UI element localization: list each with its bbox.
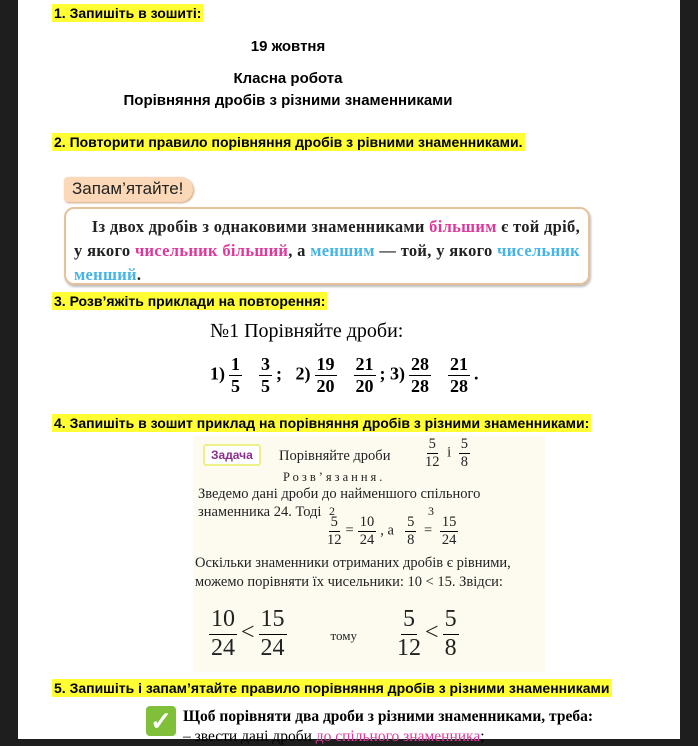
item-1: 1. Запишіть в зошиті: [54, 5, 202, 21]
document-page [18, 0, 680, 745]
rule-text: Із двох дробів з однаковими знаменниками більшим є той дріб, у якого чисельник більший, а меншим — той, у якого чисельник менший. [74, 217, 580, 284]
rule-box [64, 207, 590, 285]
task-image [193, 436, 545, 672]
task-fractions: $\frac{5}{12}$ і $\frac{5}{8}$ [425, 436, 469, 470]
item-5: 5. Запишіть і запам’ятайте правило порівняння дробів з різними знаменниками [54, 680, 610, 696]
checkmark-icon: ✓ [146, 706, 176, 736]
remember-tag: Запам’ятайте! [64, 177, 193, 202]
multiplier-2: 2 [329, 504, 335, 518]
item-4: 4. Запишіть в зошит приклад на порівняння дробів з різними знаменниками: [54, 415, 590, 431]
comparison-result: $\frac{10}{24}$ < $\frac{15}{24}$ тому $\frac{5}{12}$ < $\frac{5}{8}$ [211, 606, 457, 661]
task-badge: Задача [203, 444, 261, 466]
multiplier-3: 3 [428, 504, 434, 518]
date: 19 жовтня [250, 38, 326, 55]
rule2-line-1: Щоб порівняти два дроби з різними знаменниками, треба: [183, 708, 593, 725]
exercise-fractions: 1) $\frac{1}{5}$ $\frac{3}{5}$ ; 2) $\frac{19}{20}$ $\frac{21}{20}$ ; 3) $\frac{28}{28}$ $\frac{21}{28}$ . [210, 354, 479, 396]
item-2: 2. Повторити правило порівняння дробів з рівними знаменниками. [54, 134, 523, 150]
class-work: Класна робота [233, 70, 343, 87]
rule2-line-2: – звести дані дроби до спільного знаменника; [183, 728, 485, 745]
solution-line-2: знаменника 24. Тоді [198, 504, 322, 520]
solution-line-4: можемо порівняти їх чисельники: 10 < 15. Звідси: [195, 574, 503, 590]
equivalent-fractions: $\frac{5}{12}$ = $\frac{10}{24}$ , а $\frac{5}{8}$ = $\frac{15}{24}$ [327, 514, 457, 548]
lesson-topic: Порівняння дробів з різними знаменниками [123, 92, 453, 109]
solution-line-3: Оскільки знаменники отриманих дробів є рівними, [195, 555, 511, 571]
item-3: 3. Розв’яжіть приклади на повторення: [54, 293, 326, 309]
solution-label: Розв’язання. [283, 470, 386, 484]
solution-line-1: Зведемо дані дроби до найменшого спільного [198, 486, 481, 502]
exercise-title: №1 Порівняйте дроби: [210, 320, 404, 342]
task-prompt: Порівняйте дроби [279, 448, 391, 464]
